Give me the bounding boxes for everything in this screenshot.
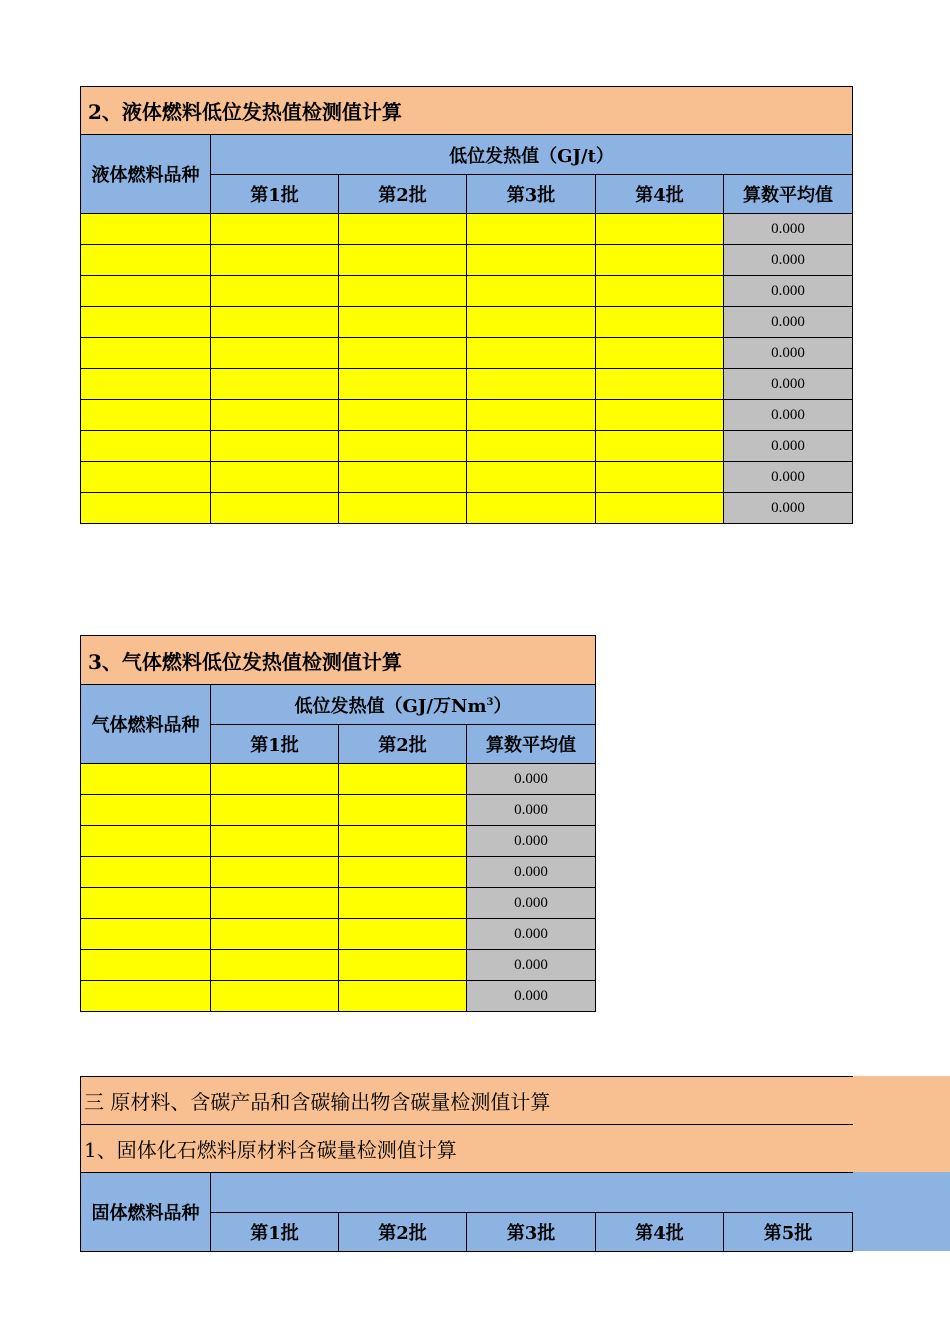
column-header: 第1批 xyxy=(211,1213,339,1252)
batch-value-cell[interactable] xyxy=(339,431,467,462)
batch-value-cell[interactable] xyxy=(211,795,339,826)
batch-value-cell[interactable] xyxy=(339,795,467,826)
batch-value-cell[interactable] xyxy=(339,338,467,369)
group-header-suffix: ） xyxy=(493,695,512,717)
batch-value-cell[interactable] xyxy=(211,245,339,276)
batch-value-cell[interactable] xyxy=(596,214,724,245)
table-row xyxy=(81,981,596,1012)
batch-value-cell[interactable] xyxy=(339,214,467,245)
fuel-type-cell[interactable] xyxy=(81,462,211,493)
group-header xyxy=(211,685,596,725)
table-row xyxy=(81,493,853,524)
column-header: 第2批 xyxy=(339,175,467,214)
batch-value-cell[interactable] xyxy=(596,338,724,369)
batch-value-cell[interactable] xyxy=(467,307,596,338)
average-cell: 0.000 xyxy=(724,369,853,400)
batch-value-cell[interactable] xyxy=(467,462,596,493)
batch-value-cell[interactable] xyxy=(339,369,467,400)
fuel-type-cell[interactable] xyxy=(81,888,211,919)
column-header: 第1批 xyxy=(211,725,339,764)
group-header-prefix: 低位发热值（GJ/万Nm xyxy=(294,695,487,717)
title-band-extension xyxy=(852,1076,950,1172)
average-cell: 0.000 xyxy=(467,795,596,826)
table-row xyxy=(81,369,853,400)
batch-value-cell[interactable] xyxy=(467,276,596,307)
column-header: 第3批 xyxy=(467,175,596,214)
average-cell: 0.000 xyxy=(467,981,596,1012)
liquid-fuel-table xyxy=(80,86,853,524)
carbon-content-table xyxy=(80,1076,853,1252)
batch-value-cell[interactable] xyxy=(596,307,724,338)
batch-value-cell[interactable] xyxy=(339,857,467,888)
average-cell: 0.000 xyxy=(724,276,853,307)
average-cell: 0.000 xyxy=(724,214,853,245)
batch-value-cell[interactable] xyxy=(211,307,339,338)
average-cell: 0.000 xyxy=(724,493,853,524)
fuel-type-cell[interactable] xyxy=(81,400,211,431)
fuel-type-cell[interactable] xyxy=(81,276,211,307)
column-header: 第1批 xyxy=(211,175,339,214)
batch-value-cell[interactable] xyxy=(339,276,467,307)
batch-value-cell[interactable] xyxy=(211,369,339,400)
batch-value-cell[interactable] xyxy=(211,400,339,431)
column-header: 第2批 xyxy=(339,725,467,764)
fuel-type-cell[interactable] xyxy=(81,338,211,369)
batch-value-cell[interactable] xyxy=(596,493,724,524)
batch-value-cell[interactable] xyxy=(211,950,339,981)
batch-value-cell[interactable] xyxy=(596,462,724,493)
batch-value-cell[interactable] xyxy=(339,307,467,338)
fuel-type-cell[interactable] xyxy=(81,981,211,1012)
column-header: 算数平均值 xyxy=(467,725,596,764)
table-row xyxy=(81,276,853,307)
table-row xyxy=(81,795,596,826)
batch-value-cell[interactable] xyxy=(339,981,467,1012)
average-cell: 0.000 xyxy=(724,431,853,462)
batch-value-cell[interactable] xyxy=(211,981,339,1012)
gas-fuel-table xyxy=(80,635,596,1012)
batch-value-cell[interactable] xyxy=(467,400,596,431)
batch-value-cell[interactable] xyxy=(339,826,467,857)
table-row xyxy=(81,826,596,857)
fuel-type-cell[interactable] xyxy=(81,245,211,276)
row-header: 固体燃料品种 xyxy=(81,1173,211,1252)
column-header: 第5批 xyxy=(724,1213,853,1252)
average-cell: 0.000 xyxy=(724,307,853,338)
fuel-type-cell[interactable] xyxy=(81,369,211,400)
column-header: 算数平均值 xyxy=(724,175,853,214)
batch-value-cell[interactable] xyxy=(211,888,339,919)
table-row xyxy=(81,950,596,981)
average-cell: 0.000 xyxy=(724,462,853,493)
table-row xyxy=(81,857,596,888)
batch-value-cell[interactable] xyxy=(467,431,596,462)
batch-value-cell[interactable] xyxy=(339,493,467,524)
table-row xyxy=(81,245,853,276)
fuel-type-cell[interactable] xyxy=(81,950,211,981)
batch-value-cell[interactable] xyxy=(339,764,467,795)
fuel-type-cell[interactable] xyxy=(81,307,211,338)
table-row xyxy=(81,888,596,919)
fuel-type-cell[interactable] xyxy=(81,764,211,795)
batch-value-cell[interactable] xyxy=(339,245,467,276)
batch-value-cell[interactable] xyxy=(211,338,339,369)
batch-value-cell[interactable] xyxy=(596,369,724,400)
table-row xyxy=(81,462,853,493)
batch-value-cell[interactable] xyxy=(339,400,467,431)
section-title: 3、气体燃料低位发热值检测值计算 xyxy=(81,636,596,685)
batch-value-cell[interactable] xyxy=(211,493,339,524)
batch-value-cell[interactable] xyxy=(339,888,467,919)
batch-value-cell[interactable] xyxy=(467,493,596,524)
batch-value-cell[interactable] xyxy=(467,245,596,276)
fuel-type-cell[interactable] xyxy=(81,857,211,888)
batch-value-cell[interactable] xyxy=(211,764,339,795)
table-row xyxy=(81,338,853,369)
column-header: 第2批 xyxy=(339,1213,467,1252)
fuel-type-cell[interactable] xyxy=(81,795,211,826)
batch-value-cell[interactable] xyxy=(211,276,339,307)
column-header: 第4批 xyxy=(596,1213,724,1252)
batch-value-cell[interactable] xyxy=(211,826,339,857)
average-cell: 0.000 xyxy=(467,826,596,857)
average-cell: 0.000 xyxy=(724,338,853,369)
average-cell: 0.000 xyxy=(724,245,853,276)
average-cell: 0.000 xyxy=(724,400,853,431)
batch-value-cell[interactable] xyxy=(596,400,724,431)
average-cell: 0.000 xyxy=(467,919,596,950)
batch-value-cell[interactable] xyxy=(211,919,339,950)
column-header: 第4批 xyxy=(596,175,724,214)
average-cell: 0.000 xyxy=(467,950,596,981)
table-row xyxy=(81,431,853,462)
batch-value-cell[interactable] xyxy=(339,462,467,493)
superscript: 3 xyxy=(486,696,494,708)
batch-value-cell[interactable] xyxy=(596,276,724,307)
batch-value-cell[interactable] xyxy=(339,950,467,981)
row-header: 气体燃料品种 xyxy=(81,685,211,764)
batch-value-cell[interactable] xyxy=(596,431,724,462)
batch-value-cell[interactable] xyxy=(211,857,339,888)
batch-value-cell[interactable] xyxy=(211,214,339,245)
average-cell: 0.000 xyxy=(467,857,596,888)
group-header: 低位发热值（GJ/t） xyxy=(211,135,853,175)
header-band-extension xyxy=(852,1172,950,1251)
section-title: 2、液体燃料低位发热值检测值计算 xyxy=(81,87,853,135)
group-header xyxy=(211,1173,853,1213)
table-row xyxy=(81,400,853,431)
column-header: 第3批 xyxy=(467,1213,596,1252)
fuel-type-cell[interactable] xyxy=(81,493,211,524)
batch-value-cell[interactable] xyxy=(467,214,596,245)
fuel-type-cell[interactable] xyxy=(81,214,211,245)
batch-value-cell[interactable] xyxy=(211,431,339,462)
subsection-title: 1、固体化石燃料原材料含碳量检测值计算 xyxy=(81,1125,853,1173)
average-cell: 0.000 xyxy=(467,888,596,919)
table-row xyxy=(81,214,853,245)
fuel-type-cell[interactable] xyxy=(81,826,211,857)
row-header: 液体燃料品种 xyxy=(81,135,211,214)
fuel-type-cell[interactable] xyxy=(81,919,211,950)
table-row xyxy=(81,307,853,338)
average-cell: 0.000 xyxy=(467,764,596,795)
batch-value-cell[interactable] xyxy=(211,462,339,493)
batch-value-cell[interactable] xyxy=(467,369,596,400)
fuel-type-cell[interactable] xyxy=(81,431,211,462)
table-row xyxy=(81,919,596,950)
batch-value-cell[interactable] xyxy=(339,919,467,950)
section-title: 三 原材料、含碳产品和含碳输出物含碳量检测值计算 xyxy=(81,1077,853,1125)
table-row xyxy=(81,764,596,795)
batch-value-cell[interactable] xyxy=(467,338,596,369)
batch-value-cell[interactable] xyxy=(596,245,724,276)
